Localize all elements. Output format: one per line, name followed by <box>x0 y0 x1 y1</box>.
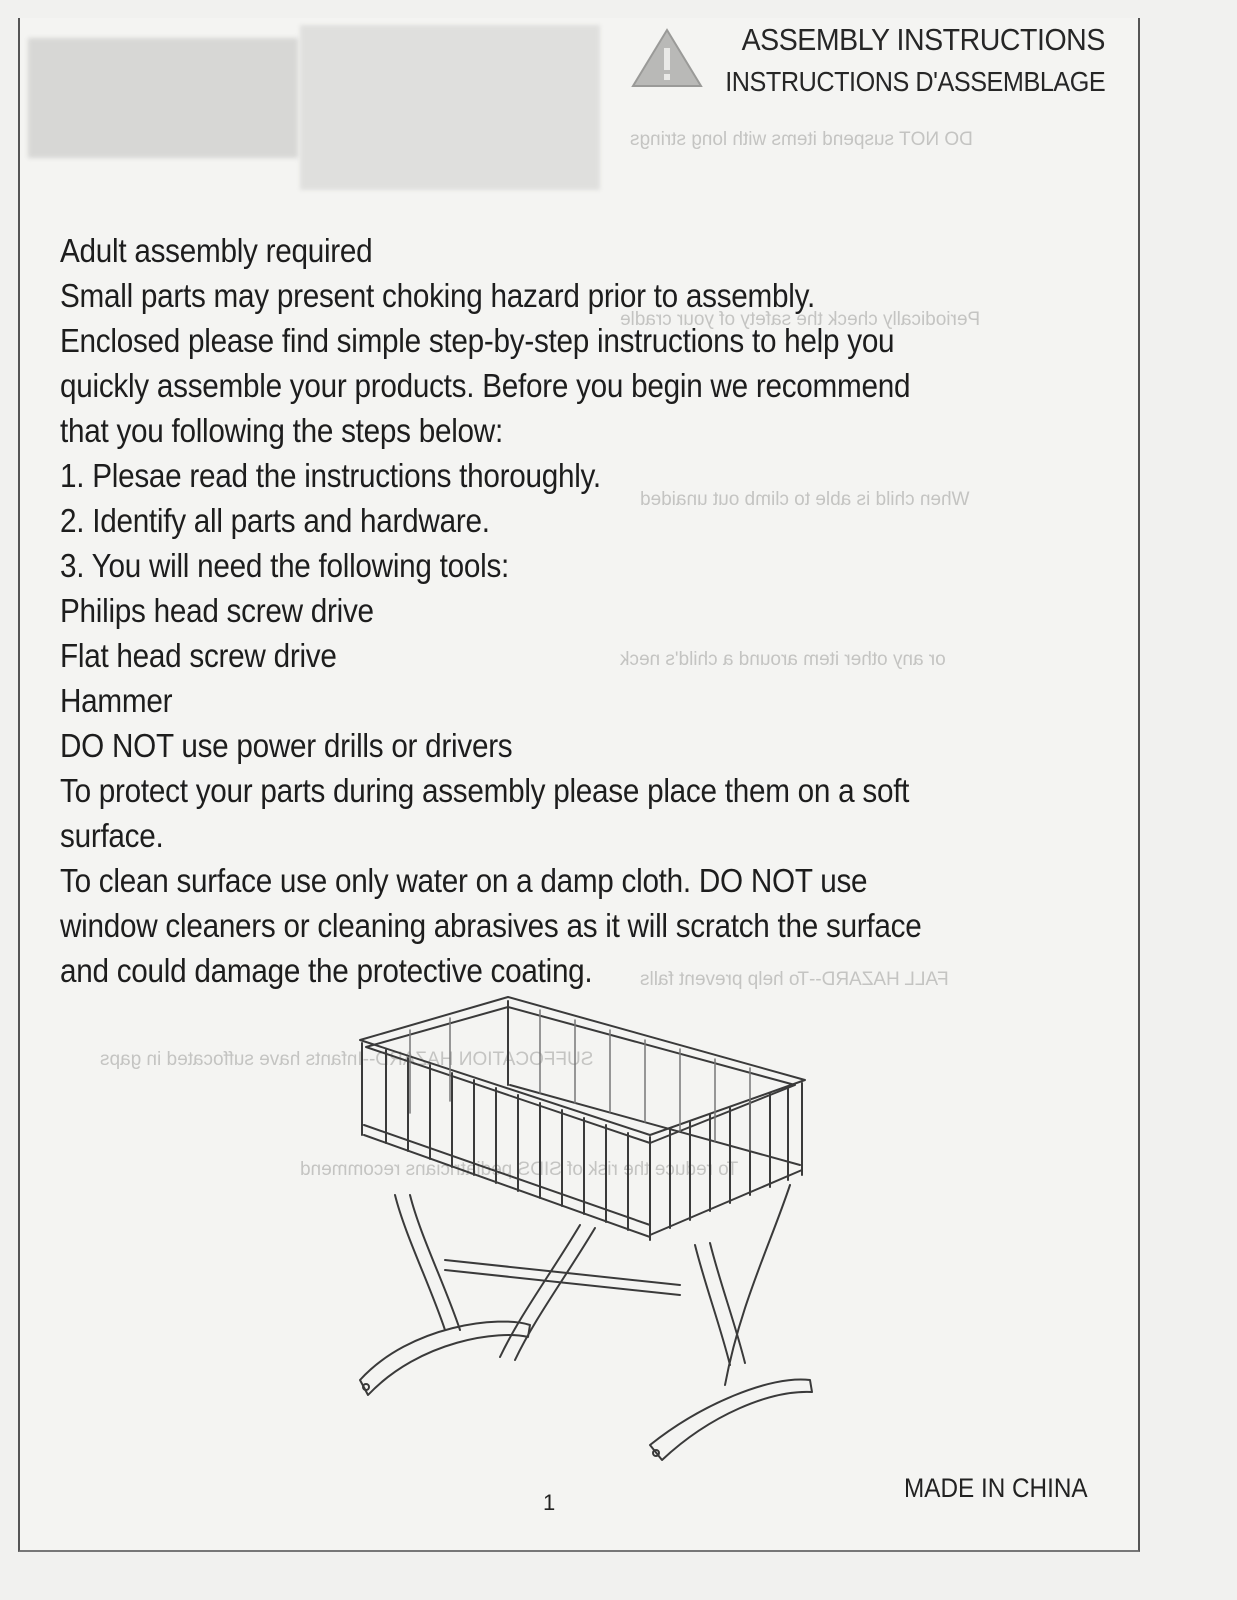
page-title: ASSEMBLY INSTRUCTIONS <box>741 22 1105 57</box>
bleed-through-text: or any other item around a child's neck <box>620 649 946 670</box>
text-line: quickly assemble your products. Before you begin we recommend <box>60 367 911 404</box>
text-line: Enclosed please find simple step-by-step instructions to help you <box>60 322 895 359</box>
bleed-through-text: FALL HAZARD--To help prevent falls <box>640 969 949 990</box>
step-item: 2. Identify all parts and hardware. <box>60 502 490 539</box>
page-number: 1 <box>543 1490 556 1515</box>
step-item: 3. You will need the following tools: <box>60 547 510 584</box>
bleed-through-text: DO NOT suspend items with long strings <box>630 129 973 150</box>
bleed-through-text: To reduce the risk of SIDS pediatricians recommend <box>300 1159 739 1180</box>
instructions-body <box>60 228 996 993</box>
text-line: To protect your parts during assembly please place them on a soft <box>60 772 910 809</box>
cradle-illustration <box>350 985 820 1485</box>
text-line: Adult assembly required <box>60 232 373 269</box>
bleed-through-text: When child is able to climb out unaided <box>640 489 970 510</box>
scan-artifact-top-left <box>28 38 298 158</box>
warning-triangle-icon <box>630 26 704 90</box>
text-line: that you following the steps below: <box>60 412 503 449</box>
step-item: 1. Plesae read the instructions thoroughly. <box>60 457 601 494</box>
text-line: surface. <box>60 817 164 854</box>
text-line: Small parts may present choking hazard prior to assembly. <box>60 277 815 314</box>
made-in-label: MADE IN CHINA <box>904 1473 1088 1503</box>
tool-item: Philips head screw drive <box>60 592 374 629</box>
text-line: DO NOT use power drills or drivers <box>60 727 513 764</box>
tool-item: Hammer <box>60 682 173 719</box>
scan-artifact-top-center <box>300 25 600 190</box>
page-subtitle: INSTRUCTIONS D'ASSEMBLAGE <box>724 66 1105 97</box>
bleed-through-text: Periodically check the safety of your cradle <box>620 309 981 330</box>
tool-item: Flat head screw drive <box>60 637 337 674</box>
text-line: window cleaners or cleaning abrasives as it will scratch the surface <box>60 907 922 944</box>
text-line: To clean surface use only water on a damp cloth. DO NOT use <box>60 862 868 899</box>
text-line: and could damage the protective coating. <box>60 952 593 989</box>
bleed-through-text: SUFFOCATION HAZARD--Infants have suffocated in gaps <box>100 1049 594 1070</box>
